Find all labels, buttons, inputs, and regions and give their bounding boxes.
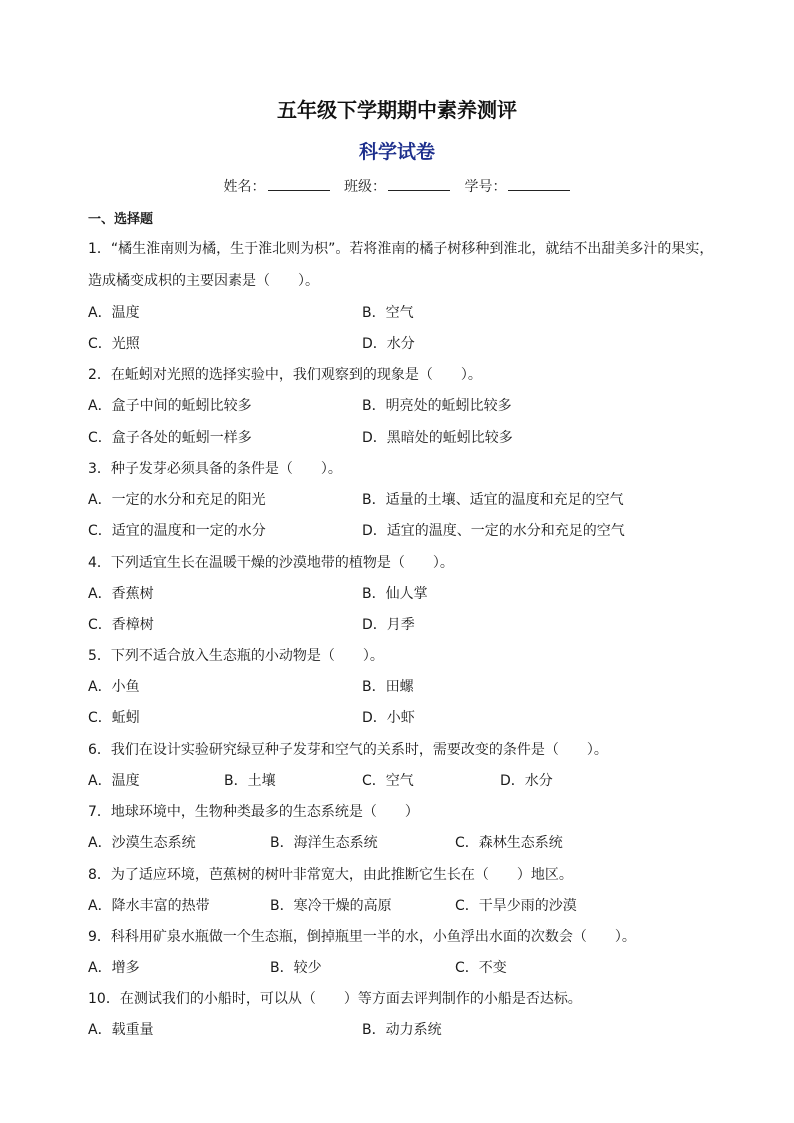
question-4: 4．下列适宜生长在温暖干燥的沙漠地带的植物是（ ）。 (88, 555, 454, 571)
question-5: 5．下列不适合放入生态瓶的小动物是（ ）。 (88, 648, 384, 664)
class-blank (388, 178, 450, 191)
question-8-option-c: C．干旱少雨的沙漠 (455, 898, 577, 914)
class-label: 班级： (344, 179, 386, 195)
question-2-option-d: D．黑暗处的蚯蚓比较多 (362, 430, 513, 446)
question-8-option-b: B．寒冷干燥的高原 (270, 898, 392, 914)
question-7-option-c: C．森林生态系统 (455, 835, 563, 851)
question-5-option-b: B．田螺 (362, 679, 414, 695)
id-blank (508, 178, 570, 191)
name-field (224, 179, 330, 195)
student-info-row (0, 176, 794, 196)
question-4-option-d: D．月季 (362, 617, 415, 633)
question-4-option-a: A．香蕉树 (88, 586, 154, 602)
question-5-option-d: D．小虾 (362, 710, 415, 726)
question-5-option-a: A．小鱼 (88, 679, 140, 695)
question-9-option-c: C．不变 (455, 960, 507, 976)
exam-title: 五年级下学期期中素养测评 (277, 98, 517, 122)
question-2-option-a: A．盒子中间的蚯蚓比较多 (88, 398, 252, 414)
exam-subtitle: 科学试卷 (358, 141, 435, 163)
question-1-option-d: D．水分 (362, 336, 415, 352)
question-10-option-a: A．载重量 (88, 1022, 154, 1038)
class-field (344, 179, 450, 195)
question-3-option-c: C．适宜的温度和一定的水分 (88, 523, 266, 539)
question-6-option-b: B．土壤 (224, 773, 276, 789)
question-10: 10．在测试我们的小船时，可以从（ ）等方面去评判制作的小船是否达标。 (88, 991, 582, 1007)
question-1-line1: 1．“橘生淮南则为橘，生于淮北则为枳”。若将淮南的橘子树移种到淮北，就结不出甜美多汁的果实， (88, 241, 714, 257)
question-3-option-b: B．适量的土壤、适宜的温度和充足的空气 (362, 492, 624, 508)
question-4-option-c: C．香樟树 (88, 617, 154, 633)
name-label: 姓名： (223, 179, 266, 195)
question-7: 7．地球环境中，生物种类最多的生态系统是（ ） (88, 804, 419, 820)
question-6-option-a: A．温度 (88, 773, 140, 789)
question-2: 2．在蚯蚓对光照的选择实验中，我们观察到的现象是（ ）。 (88, 367, 482, 383)
question-9: 9．科科用矿泉水瓶做一个生态瓶，倒掉瓶里一半的水，小鱼浮出水面的次数会（ ）。 (88, 929, 636, 945)
question-5-option-c: C．蚯蚓 (88, 710, 140, 726)
question-3-option-a: A．一定的水分和充足的阳光 (88, 492, 266, 508)
question-3-option-d: D．适宜的温度、一定的水分和充足的空气 (362, 523, 625, 539)
question-6-option-c: C．空气 (362, 773, 414, 789)
question-6: 6．我们在设计实验研究绿豆种子发芽和空气的关系时，需要改变的条件是（ ）。 (88, 742, 608, 758)
name-blank (268, 178, 330, 191)
question-7-option-a: A．沙漠生态系统 (88, 835, 196, 851)
question-6-option-d: D．水分 (500, 773, 553, 789)
question-2-option-c: C．盒子各处的蚯蚓一样多 (88, 430, 252, 446)
question-7-option-b: B．海洋生态系统 (270, 835, 378, 851)
question-1-option-a: A．温度 (88, 305, 140, 321)
question-2-option-b: B．明亮处的蚯蚓比较多 (362, 398, 512, 414)
question-10-option-b: B．动力系统 (362, 1022, 442, 1038)
id-label: 学号： (464, 179, 507, 195)
id-field (464, 179, 570, 195)
question-9-option-b: B．较少 (270, 960, 322, 976)
question-9-option-a: A．增多 (88, 960, 140, 976)
question-1-option-b: B．空气 (362, 305, 414, 321)
section-title: 一、选择题 (88, 212, 154, 227)
question-8-option-a: A．降水丰富的热带 (88, 898, 210, 914)
question-4-option-b: B．仙人掌 (362, 586, 428, 602)
question-3: 3．种子发芽必须具备的条件是（ ）。 (88, 461, 342, 477)
question-8: 8．为了适应环境，芭蕉树的树叶非常宽大，由此推断它生长在（ ）地区。 (88, 867, 573, 883)
question-1-line2: 造成橘变成枳的主要因素是（ ）。 (88, 273, 319, 289)
question-1-option-c: C．光照 (88, 336, 140, 352)
